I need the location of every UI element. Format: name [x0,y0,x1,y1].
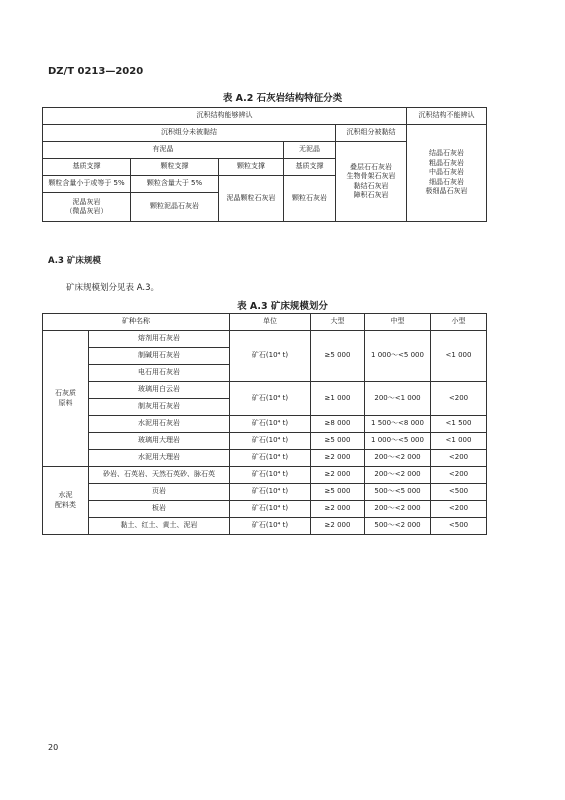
large-cell: ≥5 000 [311,433,365,450]
mineral-name: 玻璃用白云岩 [89,382,230,399]
crystalline-type: 中晶石灰岩 [429,168,465,177]
crystalline-type: 粗晶石灰岩 [429,158,465,167]
micrite-limestone: 泥晶灰岩 [72,197,101,206]
unit-cell: 矿石(10⁴ t) [230,433,311,450]
medium-cell: 1 500～<8 000 [365,416,431,433]
unit-cell: 矿石(10⁴ t) [230,382,311,416]
group-label: 石灰质 [55,389,76,398]
grain-support: 颗粒支撑 [219,159,284,176]
table-row [43,416,487,433]
table-row [43,484,487,501]
large-cell: ≥1 000 [311,382,365,416]
table-row [43,433,487,450]
mineral-name: 熔剂用石灰岩 [89,331,230,348]
grain-support: 颗粒支撑 [131,159,219,176]
matrix-support: 基质支撑 [43,159,131,176]
table-a2-title: 表 A.2 石灰岩结构特征分类 [222,93,343,104]
unit-cell: 矿石(10⁴ t) [230,331,311,382]
medium-cell: 200～<1 000 [365,382,431,416]
group-label: 原料 [58,398,73,407]
mineral-name: 制灰用石灰岩 [89,399,230,416]
page-number: 20 [48,743,59,752]
header-large: 大型 [311,314,365,331]
small-cell: <1 000 [431,433,487,450]
large-cell: ≥5 000 [311,331,365,382]
unit-cell: 矿石(10⁴ t) [230,484,311,501]
table-a3-title: 表 A.3 矿床规模划分 [237,301,328,312]
small-cell: <200 [431,467,487,484]
header-no-micrite: 无泥晶 [284,142,336,159]
small-cell: <200 [431,501,487,518]
doc-code-header: DZ/T 0213—2020 [48,66,144,77]
table-a2 [42,107,487,222]
small-cell: <1 000 [431,331,487,382]
medium-cell: 1 000～<5 000 [365,331,431,382]
mineral-name: 电石用石灰岩 [89,365,230,382]
grain-micrite-limestone: 颗粒泥晶石灰岩 [131,193,219,222]
mineral-name: 板岩 [89,501,230,518]
micrite-grain-limestone: 泥晶颗粒石灰岩 [219,176,284,222]
small-cell: <200 [431,382,487,416]
medium-cell: 200～<2 000 [365,450,431,467]
crystalline-type: 细晶石灰岩 [429,177,465,186]
large-cell: ≥8 000 [311,416,365,433]
cemented-types-cell [336,142,407,222]
large-cell: ≥5 000 [311,484,365,501]
group-limestone [43,331,89,467]
table-row [43,450,487,467]
cemented-type: 黏结石灰岩 [353,181,389,190]
large-cell: ≥2 000 [311,467,365,484]
mineral-name: 水泥用石灰岩 [89,416,230,433]
section-text: 矿床规模划分见表 A.3。 [66,283,159,293]
medium-cell: 500～<5 000 [365,484,431,501]
unit-cell: 矿石(10⁴ t) [230,467,311,484]
mineral-name: 黏土、红土、黄土、泥岩 [89,518,230,535]
header-name: 矿种名称 [43,314,230,331]
medium-cell: 1 000～<5 000 [365,433,431,450]
medium-cell: 200～<2 000 [365,467,431,484]
mineral-name: 水泥用大理岩 [89,450,230,467]
header-medium: 中型 [365,314,431,331]
grain-limestone: 颗粒石灰岩 [284,176,336,222]
unit-cell: 矿石(10⁴ t) [230,450,311,467]
header-identifiable: 沉积结构能够辨认 [43,108,407,125]
mineral-name: 制碱用石灰岩 [89,348,230,365]
small-cell: <200 [431,450,487,467]
crystalline-types-cell [407,125,487,222]
unit-cell: 矿石(10⁴ t) [230,416,311,433]
table-a3 [42,313,487,535]
mineral-name: 页岩 [89,484,230,501]
small-cell: <1 500 [431,416,487,433]
table-row [43,467,487,484]
large-cell: ≥2 000 [311,501,365,518]
header-not-identifiable: 沉积结构不能辨认 [407,108,487,125]
large-cell: ≥2 000 [311,518,365,535]
mineral-name: 砂岩、石英岩、天然石英砂、脉石英 [89,467,230,484]
large-cell: ≥2 000 [311,450,365,467]
unit-cell: 矿石(10⁴ t) [230,501,311,518]
micrite-limestone-alt: （微晶灰岩） [65,207,108,215]
group-label: 配料类 [55,500,76,509]
small-cell: <500 [431,484,487,501]
unit-cell: 矿石(10⁴ t) [230,518,311,535]
medium-cell: 200～<2 000 [365,501,431,518]
crystalline-type: 极细晶石灰岩 [425,187,468,196]
cemented-type: 生物骨架石灰岩 [346,172,396,181]
header-cemented: 沉积组分被黏结 [336,125,407,142]
table-row [43,331,487,348]
mineral-name: 玻璃用大理岩 [89,433,230,450]
group-cement [43,467,89,535]
table-row [43,518,487,535]
group-label: 水泥 [58,491,73,500]
micrite-limestone-cell [43,193,131,222]
header-not-cemented: 沉积组分未被黏结 [43,125,336,142]
grain-le5: 颗粒含量小于或等于 5% [43,176,131,193]
grain-gt5: 颗粒含量大于 5% [131,176,219,193]
table-row [43,382,487,399]
matrix-support: 基质支撑 [284,159,336,176]
cemented-type: 障积石灰岩 [353,190,389,199]
crystalline-type: 结晶石灰岩 [429,149,465,158]
small-cell: <500 [431,518,487,535]
medium-cell: 500～<2 000 [365,518,431,535]
table-row [43,501,487,518]
section-heading: A.3 矿床规模 [48,256,101,266]
header-small: 小型 [431,314,487,331]
header-unit: 单位 [230,314,311,331]
cemented-type: 叠层石石灰岩 [350,162,393,171]
header-has-micrite: 有泥晶 [43,142,284,159]
